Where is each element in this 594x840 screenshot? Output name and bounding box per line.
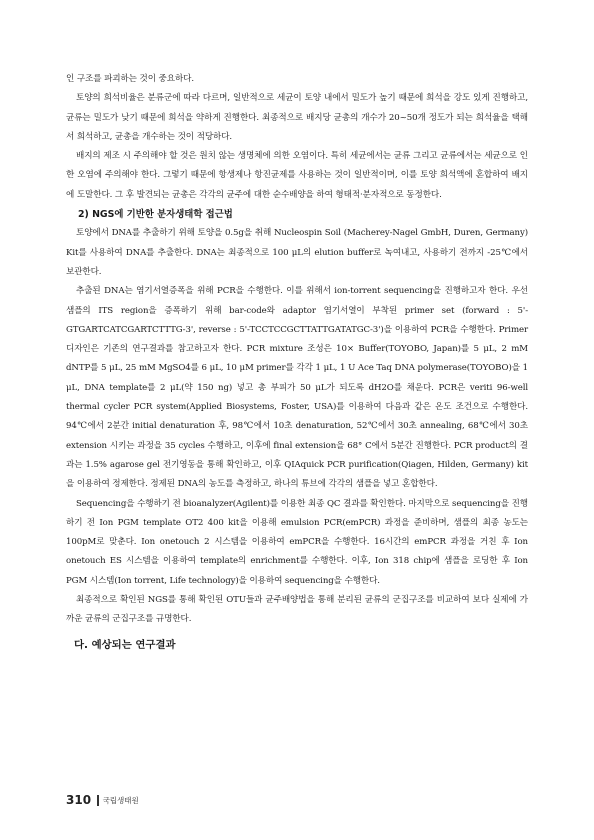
paragraph-comparison: 최종적으로 확인된 NGS를 통해 확인된 OTU들과 균주배양법을 통해 분리된 균류의 군집구조를 비교하여 보다 실제에 가까운 균류의 군집구조를 규명한다. [66,595,528,625]
paragraph-dna-extraction: 토양에서 DNA를 추출하기 위해 토양을 0.5g을 취해 Nucleospin Soil (Macherey-Nagel GmbH, Duren, Germany) Kit를 사용하여 DNA를 추출한다. DNA는 최종적으로 100 μL의 elution buffer로 녹여내고, 사용하기 전까지 -25℃에서 보관한다. [66,228,528,277]
paragraph-medium-contamination: 배지의 제조 시 주의해야 할 것은 원치 않는 생명체에 의한 오염이다. 특히 세균에서는 균류 그리고 균류에서는 세균으로 인한 오염에 주의해야 한다. 그렇기 때문에 항생제나 항진균제를 사용하는 것이 일반적이며, 이를 토양 희석액에 혼합하여 배지에 도말한다. 그 후 발견되는 균총은 각각의 균주에 대한 순수배양을 하여 형태적·분자적으로 동정한다. [66,151,528,200]
page-number: 310 [66,793,92,807]
footer-divider [97,795,99,806]
expected-results-heading: 다. 예상되는 연구결과 [74,638,176,651]
paragraph-dilution-ratio: 토양의 희석비율은 분류군에 따라 다르며, 일반적으로 세균이 토양 내에서 밀도가 높기 때문에 희석을 강도 있게 진행하고, 균류는 밀도가 낮기 때문에 희석을 약하게 진행한다. 최종적으로 배지당 균총의 개수가 20~50개 정도가 되는 희석율을 택해서 희석하고, 균총을 개수하는 것이 적당하다. [66,93,528,142]
body-text [66,70,528,656]
page-footer [66,793,139,807]
ngs-section-heading: 2) NGS에 기반한 분자생태학 접근법 [78,209,233,221]
publisher-name: 국립생태원 [102,795,139,805]
paragraph-continuation: 인 구조를 파괴하는 것이 중요하다. [66,74,194,84]
paragraph-sequencing: Sequencing을 수행하기 전 bioanalyzer(Agilent)를 이용한 최종 QC 결과를 확인한다. 마지막으로 sequencing을 진행하기 전 Ion PGM template OT2 400 kit을 이용해 emulsion PCR(emPCR) 과정을 준비하며, 샘플의 최종 농도는 100pM로 맞춘다. Ion onetouch 2 시스템을 이용하여 emPCR을 수행한다. 16시간의 emPCR 과정을 거친 후 Ion onetouch ES 시스템을 이용하여 template의 enrichment를 수행한다. 이후, Ion 318 chip에 샘플을 로딩한 후 Ion PGM 시스템(Ion torrent, Life technology)을 이용하여 sequencing을 수행한다. [66,498,528,586]
paragraph-pcr-procedure: 추출된 DNA는 염기서열증폭을 위해 PCR을 수행한다. 이를 위해서 ion-torrent sequencing을 진행하고자 한다. 우선 샘플의 ITS region을 증폭하기 위해 bar-code와 adaptor 염기서열이 부착된 primer set (forward : 5'-GTGARTCATCGARTCTTTG-3', reverse : 5'-TCCTCCGCTTATTGATATGC-3')을 이용하여 PCR을 수행한다. Primer 디자인은 기존의 연구결과를 참고하고자 한다. PCR mixture 조성은 10× Buffer(TOYOBO, Japan)를 5 μL, 2 mM dNTP를 5 μL, 25 mM MgSO4를 6 μL, 10 μM primer를 각각 1 μL, 1 U Ace Taq DNA polymerase(TOYOBO)을 1 μL, DNA template를 2 μL(약 150 ng) 넣고 총 부피가 50 μL가 되도록 dH2O를 채운다. PCR은 veriti 96-well thermal cycler PCR system(Applied Biosystems, Foster, USA)를 이용하여 다음과 같은 온도 조건으로 수행한다. 94℃에서 2분간 initial denaturation 후, 98℃에서 10초 denaturation, 52℃에서 30초 annealing, 68℃에서 30초 extension 시키는 과정을 35 cycles 수행하고, 이후에 final extension을 68° C에서 5분간 진행한다. PCR product의 결과는 1.5% agarose gel 전기영동을 통해 확인하고, 이후 QIAquick PCR purification(Qiagen, Hilden, Germany) kit을 이용하여 정제한다. 정제된 DNA의 농도를 측정하고, 하나의 튜브에 각각의 샘플을 넣고 혼합한다. [66,286,528,490]
